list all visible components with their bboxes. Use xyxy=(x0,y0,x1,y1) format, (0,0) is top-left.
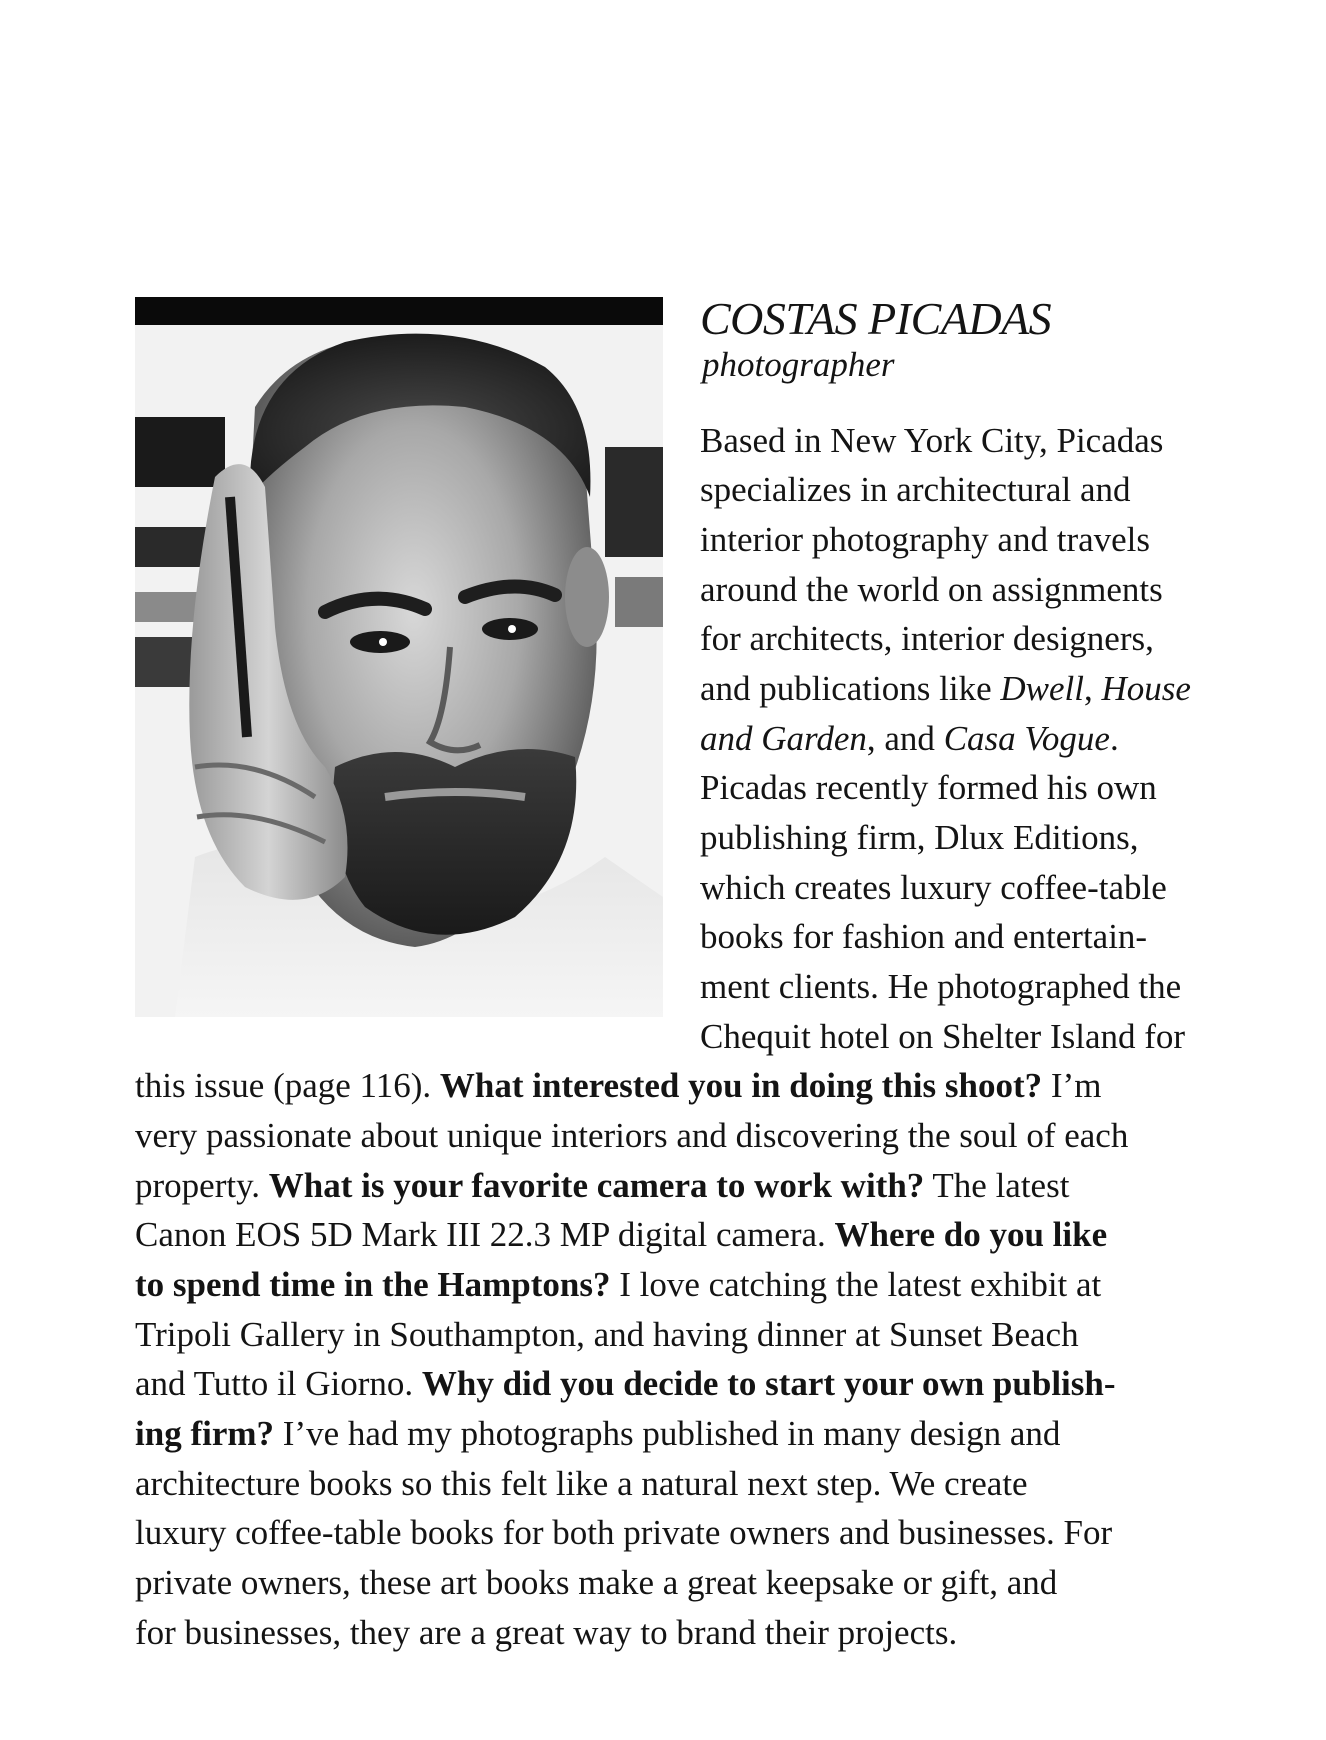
bio-line: around the world on assignments xyxy=(700,570,1163,609)
bio-line: luxury coffee-table books for both private owners and businesses. For xyxy=(135,1513,1113,1552)
bio-line xyxy=(135,1215,1107,1255)
bio-line xyxy=(135,1414,1060,1454)
bio-line: publishing firm, Dlux Editions, xyxy=(700,818,1139,857)
interview-question: ing firm? xyxy=(135,1414,275,1453)
person-role: photographer xyxy=(702,345,895,384)
interview-question: Where do you like xyxy=(834,1215,1108,1254)
bio-line: specializes in architectural and xyxy=(700,470,1131,509)
bio-line: Based in New York City, Picadas xyxy=(700,421,1164,460)
bio-line xyxy=(135,1166,1069,1206)
interview-question: Why did you decide to start your own publish- xyxy=(421,1364,1116,1403)
bio-line: interior photography and travels xyxy=(700,520,1151,559)
text-run: The latest xyxy=(924,1166,1070,1205)
person-name: COSTAS PICADAS xyxy=(700,293,1052,344)
text-run: . xyxy=(1109,719,1119,758)
bio-line xyxy=(700,719,1119,759)
publication-title: and Garden xyxy=(700,719,867,758)
text-run: I’m xyxy=(1042,1066,1102,1105)
bio-line: books for fashion and entertain- xyxy=(700,917,1148,956)
text-run: and publications like xyxy=(700,669,1001,708)
publication-title: House xyxy=(1101,669,1191,708)
interview-question: What is your favorite camera to work with? xyxy=(268,1166,925,1205)
text-run: property. xyxy=(135,1166,269,1205)
text-run: , and xyxy=(866,719,944,758)
text-run: I’ve had my photographs published in many design and xyxy=(274,1414,1061,1453)
bio-line xyxy=(135,1265,1101,1305)
bio-line: very passionate about unique interiors and discovering the soul of each xyxy=(135,1116,1129,1155)
text-run: I love catching the latest exhibit at xyxy=(610,1265,1102,1304)
text-run: this issue (page 116). xyxy=(135,1066,440,1105)
bio-line: private owners, these art books make a great keepsake or gift, and xyxy=(135,1563,1058,1602)
interview-question: What interested you in doing this shoot? xyxy=(439,1066,1043,1105)
publication-title: Casa Vogue xyxy=(943,719,1110,758)
text-run: and Tutto il Giorno. xyxy=(135,1364,422,1403)
text-run: Canon EOS 5D Mark III 22.3 MP digital camera. xyxy=(135,1215,835,1254)
publication-title: Dwell xyxy=(1000,669,1084,708)
bio-line: which creates luxury coffee-table xyxy=(700,868,1167,907)
bio-line: ment clients. He photographed the xyxy=(700,967,1182,1006)
bio-line xyxy=(135,1364,1116,1404)
bio-line xyxy=(700,669,1191,709)
bio-line xyxy=(135,1066,1101,1106)
portrait-image xyxy=(135,297,663,1017)
bio-line: architecture books so this felt like a natural next step. We create xyxy=(135,1464,1028,1503)
bio-line: Chequit hotel on Shelter Island for xyxy=(700,1017,1186,1056)
bio-line: for businesses, they are a great way to brand their projects. xyxy=(135,1613,958,1652)
portrait-photo xyxy=(135,297,663,1017)
bio-line: Picadas recently formed his own xyxy=(700,768,1157,807)
bio-line: Tripoli Gallery in Southampton, and having dinner at Sunset Beach xyxy=(135,1315,1079,1354)
interview-question: to spend time in the Hamptons? xyxy=(135,1265,611,1304)
text-run: , xyxy=(1083,669,1102,708)
bio-line: for architects, interior designers, xyxy=(700,619,1154,658)
